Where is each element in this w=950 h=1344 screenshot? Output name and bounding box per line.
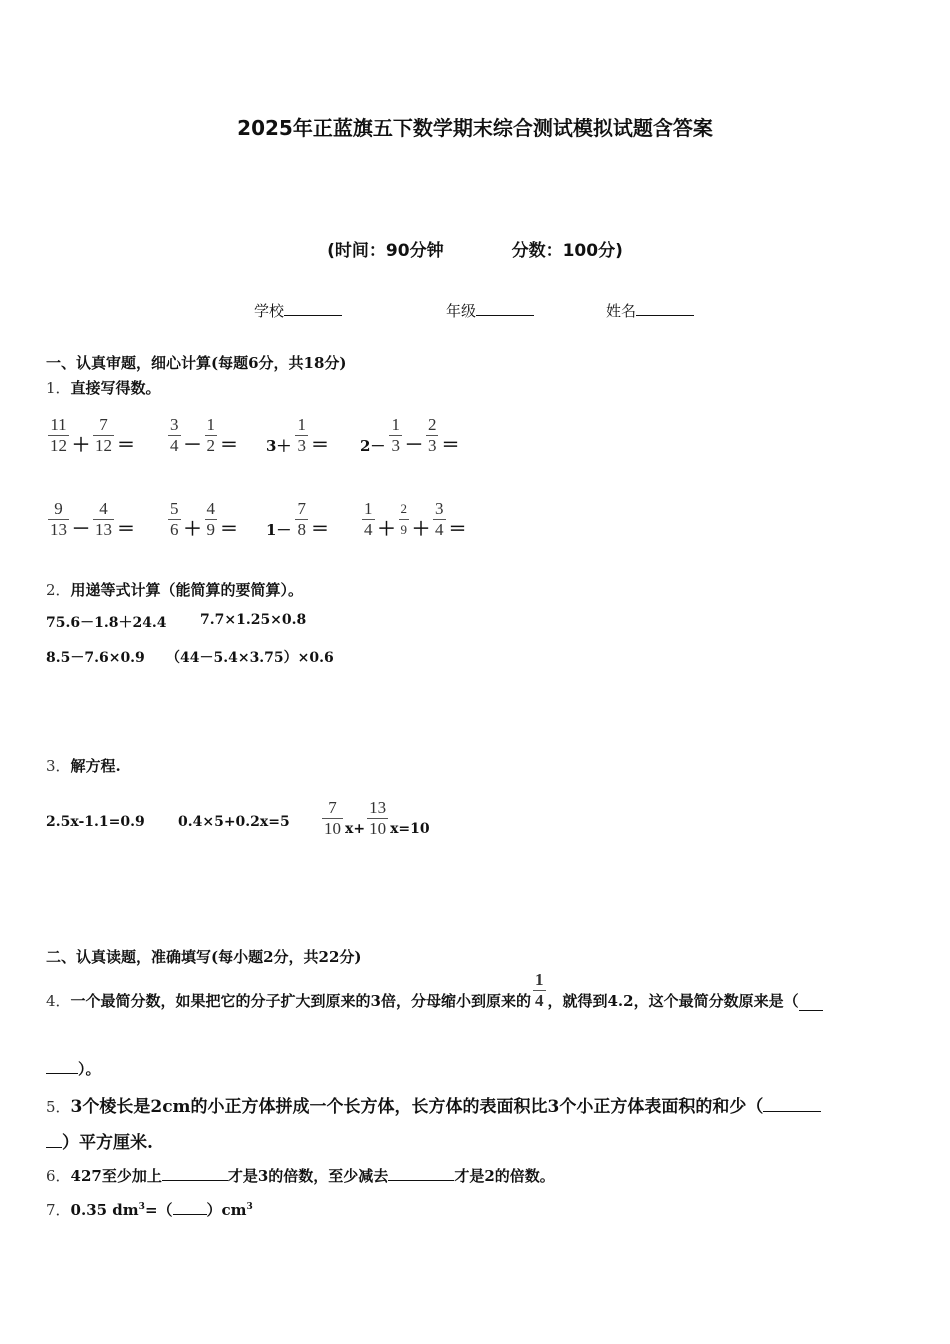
q5-line-2: ）平方厘米. [46,1128,153,1153]
school-field: 学校 [254,300,342,321]
q2-expr: 8.5－7.6×0.9 [46,650,145,666]
time-limit: (时间：90分钟 [327,241,444,261]
q7-answer-blank[interactable] [173,1200,207,1215]
name-blank[interactable] [636,300,694,316]
total-score: 分数：100分) [511,241,623,261]
exam-meta [0,236,950,261]
q3-equation: 0.4×5+0.2x=5 [178,814,290,830]
name-field: 姓名 [606,300,694,321]
q3-equation: 2.5x-1.1=0.9 [46,814,145,830]
question-5: 5．3个棱长是2cm的小正方体拼成一个长方体，长方体的表面积比3个小正方体表面积的和少（ [46,1092,821,1117]
q6-blank-add[interactable] [162,1166,228,1181]
q1-item: $\frac{1}{4}$ ＋ $\frac{2}{9}$ ＋ $\frac{3}{4}$ ＝ [364,499,467,540]
question-6: 6．427至少加上 才是3的倍数，至少减去 才是2的倍数。 [46,1167,555,1185]
q1-item: $\frac{3}{4}$ － $\frac{1}{2}$ ＝ [170,415,238,456]
q1-item: 2－ $\frac{1}{3}$ － $\frac{2}{3}$ ＝ [360,415,460,456]
school-blank[interactable] [284,300,342,316]
q2-expr: （44－5.4×3.75）×0.6 [166,650,334,666]
q5-answer-blank-cont[interactable] [46,1133,62,1148]
q1-item: 3＋ $\frac{1}{3}$ ＝ [266,415,329,456]
grade-blank[interactable] [476,300,534,316]
q2-expr: 7.7×1.25×0.8 [200,612,307,628]
q1-item: $\frac{9}{13}$ － $\frac{4}{13}$ ＝ [50,499,135,540]
q2-expr: 75.6－1.8＋24.4 [46,615,167,631]
q4-line-2: ）。 [46,1058,101,1079]
question-1: 1．直接写得数。 [46,379,161,397]
q1-row-1 [46,400,460,456]
question-7: 7．0.35 $dm^3=$（ ）$cm^3$ [46,1201,253,1219]
grade-field: 年级 [446,300,534,321]
question-3: 3．解方程. [46,757,121,775]
q1-item: $\frac{5}{6}$ ＋ $\frac{4}{9}$ ＝ [170,499,238,540]
q1-row-2 [46,484,468,540]
q3-equation-fraction: $\frac{7}{10}$ x+ $\frac{13}{10}$ x=10 [324,798,430,838]
question-4: 4． 一个最简分数，如果把它的分子扩大到原来的3倍，分母缩小到原来的 $\frac{1}{4}$ ，就得到4.2，这个最简分数原来是（ [46,970,823,1011]
q1-item: 1－ $\frac{7}{8}$ ＝ [266,499,329,540]
q1-item: $\frac{11}{12}$ ＋ $\frac{7}{12}$ ＝ [50,415,135,456]
q5-answer-blank[interactable] [763,1097,821,1112]
question-2: 2．用递等式计算（能简算的要简算）。 [46,581,304,599]
section-1-heading: 一、认真审题，细心计算(每题6分，共18分) [46,354,347,372]
q6-blank-subtract[interactable] [388,1166,454,1181]
q4-answer-blank-cont[interactable] [46,1059,78,1074]
section-2-heading: 二、认真读题，准确填写(每小题2分，共22分) [46,948,362,966]
q4-answer-blank[interactable] [799,996,823,1011]
page-title: 2025年正蓝旗五下数学期末综合测试模拟试题含答案 [237,116,713,140]
